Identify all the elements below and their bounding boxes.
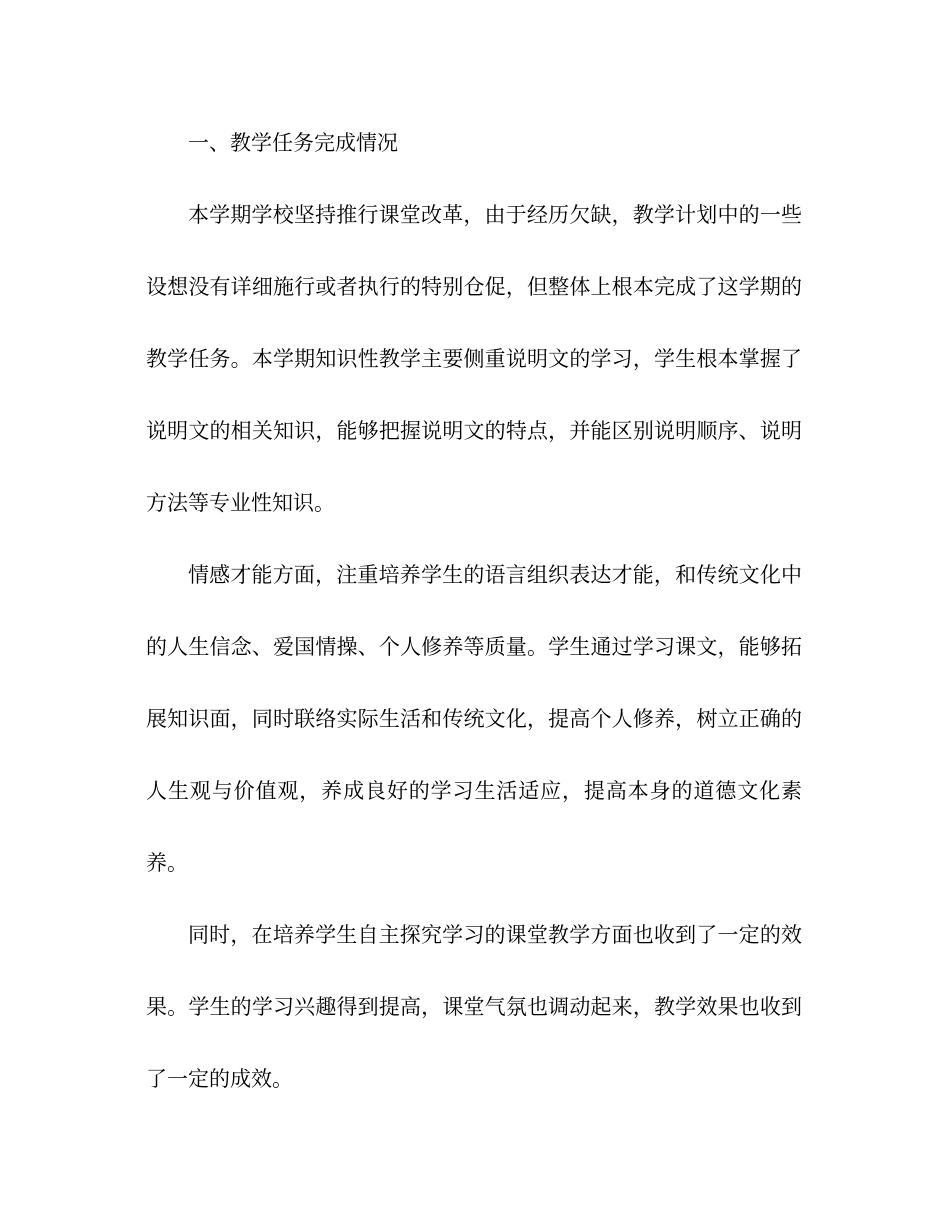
paragraph-teaching-tasks: 本学期学校坚持推行课堂改革，由于经历欠缺，教学计划中的一些设想没有详细施行或者执行的特别仓促，但整体上根本完成了这学期的教学任务。本学期知识性教学主要侧重说明文的学习，学生根本掌握了说明文的相关知识，能够把握说明文的特点，并能区别说明顺序、说明方法等专业性知识。 [146, 203, 802, 515]
paragraph-inquiry-learning: 同时，在培养学生自主探究学习的课堂教学方面也收到了一定的效果。学生的学习兴趣得到提高，课堂气氛也调动起来，教学效果也收到了一定的成效。 [146, 923, 802, 1091]
section-heading: 一、教学任务完成情况 [188, 131, 398, 155]
paragraph-emotional-ability: 情感才能方面，注重培养学生的语言组织表达才能，和传统文化中的人生信念、爱国情操、个人修养等质量。学生通过学习课文，能够拓展知识面，同时联络实际生活和传统文化，提高个人修养，树立正确的人生观与价值观，养成良好的学习生活适应，提高本身的道德文化素养。 [146, 563, 802, 875]
document-body [146, 107, 802, 1115]
